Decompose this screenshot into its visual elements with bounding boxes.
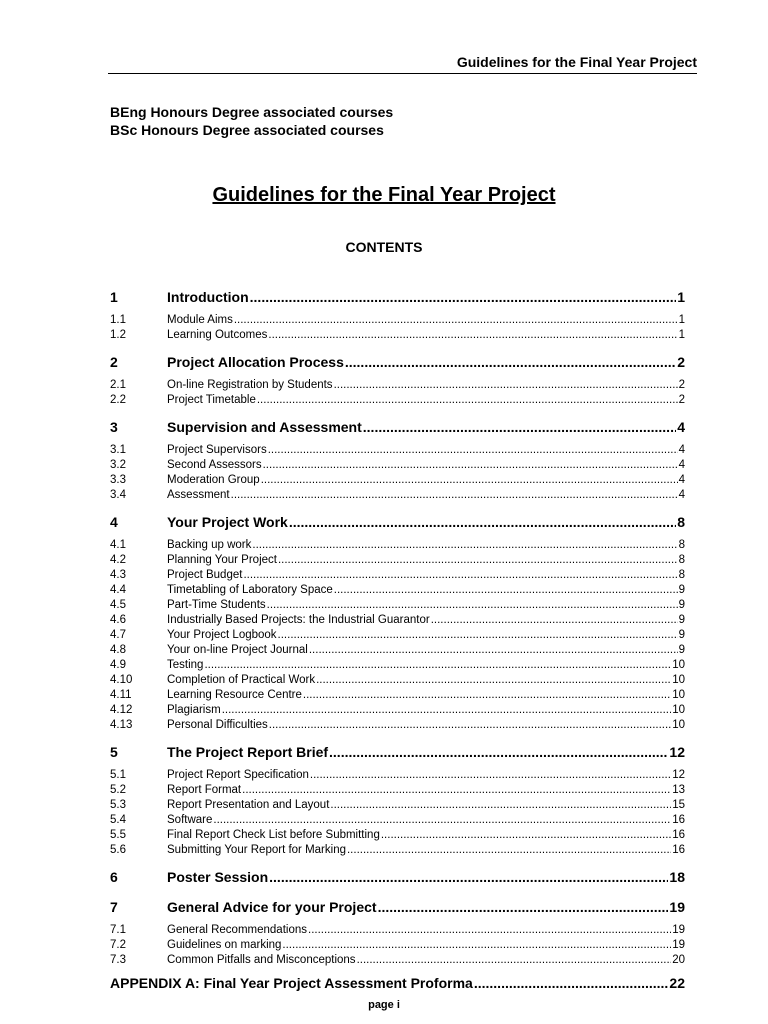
toc-entry-number: 3.3 [110, 474, 126, 486]
toc-entry-title: Timetabling of Laboratory Space [167, 584, 333, 596]
toc-entry-number: 5.1 [110, 769, 126, 781]
toc-entry-title: Completion of Practical Work [167, 674, 316, 686]
toc-entry-number: 5.4 [110, 814, 126, 826]
toc-entry-page: 20 [672, 954, 685, 966]
toc-entry-title: Your Project Logbook [167, 629, 277, 641]
dot-leader [263, 458, 678, 473]
toc-entry-title: Part-Time Students [167, 599, 266, 611]
toc-entry-page: 2 [678, 394, 685, 406]
toc-entry-number: 1 [110, 289, 118, 305]
toc-subsection-2-1[interactable] [110, 378, 685, 393]
toc-entry-title: Module Aims [167, 314, 233, 326]
toc-entry-page: 16 [672, 814, 685, 826]
toc-appendix-a[interactable] [110, 972, 685, 994]
toc-entry-title: Project Allocation Process [167, 354, 344, 370]
toc-subsection-5-3[interactable] [110, 798, 685, 813]
toc-entry-page: 9 [678, 629, 685, 641]
dot-leader [257, 393, 678, 408]
dot-leader [278, 553, 678, 568]
toc-section-1[interactable] [110, 286, 685, 308]
toc-subsection-2-2[interactable] [110, 393, 685, 408]
toc-entry-page: 12 [672, 769, 685, 781]
toc-section-5[interactable] [110, 741, 685, 763]
toc-entry-page: 18 [669, 869, 685, 885]
toc-subsection-4-5[interactable] [110, 598, 685, 613]
document-title-block [0, 184, 768, 207]
toc-entry-title: Second Assessors [167, 459, 262, 471]
toc-entry-title: General Recommendations [167, 924, 307, 936]
toc-entry-title: Submitting Your Report for Marking [167, 844, 346, 856]
toc-subsection-5-5[interactable] [110, 828, 685, 843]
subtitle-beng: BEng Honours Degree associated courses [110, 104, 394, 120]
dot-leader [261, 473, 678, 488]
dot-leader [308, 923, 671, 938]
contents-heading: CONTENTS [345, 239, 423, 255]
toc-entry-number: 3 [110, 419, 118, 435]
toc-entry-title: Project Timetable [167, 394, 256, 406]
toc-entry-page: 12 [669, 744, 685, 760]
dot-leader [310, 768, 671, 783]
dot-leader [345, 351, 676, 373]
toc-entry-number: 5.5 [110, 829, 126, 841]
dot-leader [347, 843, 671, 858]
toc-subsection-3-4[interactable] [110, 488, 685, 503]
dot-leader [334, 378, 678, 393]
toc-entry-number: 4.3 [110, 569, 126, 581]
toc-subsection-4-11[interactable] [110, 688, 685, 703]
dot-leader [267, 598, 678, 613]
toc-entry-number: 4.8 [110, 644, 126, 656]
toc-entry-page: 9 [678, 644, 685, 656]
dot-leader [309, 643, 678, 658]
toc-entry-title: Your on-line Project Journal [167, 644, 308, 656]
toc-entry-page: 9 [678, 614, 685, 626]
toc-entry-number: 4.5 [110, 599, 126, 611]
toc-entry-title: Final Report Check List before Submitting [167, 829, 380, 841]
toc-entry-title: Project Report Specification [167, 769, 309, 781]
toc-entry-title: Moderation Group [167, 474, 260, 486]
toc-subsection-5-6[interactable] [110, 843, 685, 858]
toc-entry-title: Backing up work [167, 539, 252, 551]
toc-entry-page: 4 [678, 489, 685, 501]
toc-entry-page: 2 [677, 354, 685, 370]
course-subtitles [110, 103, 393, 139]
dot-leader [234, 313, 678, 328]
dot-leader [269, 866, 668, 888]
toc-section-2[interactable] [110, 351, 685, 373]
toc-subsection-5-1[interactable] [110, 768, 685, 783]
toc-subsection-3-3[interactable] [110, 473, 685, 488]
toc-entry-number: 2 [110, 354, 118, 370]
toc-entry-page: 16 [672, 844, 685, 856]
toc-entry-number: 4.12 [110, 704, 133, 716]
dot-leader [222, 703, 672, 718]
toc-entry-number: 3.2 [110, 459, 126, 471]
dot-leader [474, 972, 669, 994]
toc-entry-page: 2 [678, 379, 685, 391]
toc-subsection-4-10[interactable] [110, 673, 685, 688]
toc-appendix-title: APPENDIX A: Final Year Project Assessment Proforma [110, 975, 473, 991]
toc-entry-title: Poster Session [167, 869, 269, 885]
toc-entry-page: 1 [678, 329, 685, 341]
toc-entry-number: 4 [110, 514, 118, 530]
toc-entry-page: 4 [678, 459, 685, 471]
toc-entry-number: 5.3 [110, 799, 126, 811]
dot-leader [289, 511, 676, 533]
toc-subsection-4-6[interactable] [110, 613, 685, 628]
dot-leader [330, 798, 671, 813]
toc-entry-number: 4.13 [110, 719, 133, 731]
dot-leader [381, 828, 671, 843]
toc-subsection-4-12[interactable] [110, 703, 685, 718]
dot-leader [363, 416, 676, 438]
toc-entry-page: 19 [669, 899, 685, 915]
toc-subsection-4-7[interactable] [110, 628, 685, 643]
toc-entry-title: Industrially Based Projects: the Industrial Guarantor [167, 614, 430, 626]
toc-subsection-4-3[interactable] [110, 568, 685, 583]
toc-entry-page: 9 [678, 584, 685, 596]
toc-entry-page: 13 [672, 784, 685, 796]
toc-entry-page: 19 [672, 924, 685, 936]
toc-entry-page: 15 [672, 799, 685, 811]
toc-entry-number: 7.3 [110, 954, 126, 966]
dot-leader [252, 538, 677, 553]
toc-entry-number: 4.11 [110, 689, 132, 701]
toc-entry-title: Learning Outcomes [167, 329, 268, 341]
toc-subsection-4-13[interactable] [110, 718, 685, 733]
toc-entry-number: 4.9 [110, 659, 126, 671]
toc-entry-page: 1 [678, 314, 685, 326]
toc-entry-title: Assessment [167, 489, 230, 501]
toc-entry-page: 10 [672, 719, 685, 731]
toc-entry-number: 5 [110, 744, 118, 760]
toc-entry-title: Project Budget [167, 569, 243, 581]
page-number-footer: page i [368, 999, 400, 1011]
dot-leader [213, 813, 671, 828]
toc-entry-title: Guidelines on marking [167, 939, 282, 951]
toc-entry-number: 7.1 [110, 924, 126, 936]
toc-entry-number: 3.4 [110, 489, 126, 501]
toc-entry-page: 10 [672, 674, 685, 686]
toc-entry-title: Planning Your Project [167, 554, 277, 566]
toc-entry-title: Report Presentation and Layout [167, 799, 330, 811]
dot-leader [269, 718, 671, 733]
toc-entry-number: 4.4 [110, 584, 126, 596]
dot-leader [357, 953, 672, 968]
toc-entry-number: 4.1 [110, 539, 126, 551]
dot-leader [268, 443, 678, 458]
toc-entry-page: 8 [678, 539, 685, 551]
toc-entry-page: 4 [678, 444, 685, 456]
toc-entry-title: Project Supervisors [167, 444, 267, 456]
toc-entry-number: 4.2 [110, 554, 126, 566]
dot-leader [303, 688, 671, 703]
toc-entry-page: 1 [677, 289, 685, 305]
toc-entry-title: The Project Report Brief [167, 744, 329, 760]
dot-leader [204, 658, 671, 673]
toc-subsection-7-2[interactable] [110, 938, 685, 953]
toc-entry-page: 4 [677, 419, 685, 435]
dot-leader [431, 613, 678, 628]
toc-entry-title: Your Project Work [167, 514, 288, 530]
toc-entry-page: 10 [672, 659, 685, 671]
toc-entry-number: 2.1 [110, 379, 126, 391]
dot-leader [268, 328, 677, 343]
toc-entry-page: 19 [672, 939, 685, 951]
dot-leader [278, 628, 678, 643]
toc-subsection-1-1[interactable] [110, 313, 685, 328]
toc-section-7[interactable] [110, 896, 685, 918]
toc-subsection-4-2[interactable] [110, 553, 685, 568]
toc-entry-number: 3.1 [110, 444, 126, 456]
toc-subsection-3-1[interactable] [110, 443, 685, 458]
toc-entry-number: 5.2 [110, 784, 126, 796]
toc-entry-title: Testing [167, 659, 204, 671]
document-title: Guidelines for the Final Year Project [212, 184, 556, 206]
toc-entry-number: 7.2 [110, 939, 126, 951]
dot-leader [334, 583, 678, 598]
toc-entry-page: 8 [677, 514, 685, 530]
toc-appendix-page: 22 [669, 975, 685, 991]
toc-section-3[interactable] [110, 416, 685, 438]
toc-subsection-4-8[interactable] [110, 643, 685, 658]
dot-leader [329, 741, 668, 763]
table-of-contents [110, 286, 685, 994]
toc-entry-number: 1.1 [110, 314, 126, 326]
toc-section-4[interactable] [110, 511, 685, 533]
toc-subsection-5-2[interactable] [110, 783, 685, 798]
toc-entry-number: 6 [110, 869, 118, 885]
dot-leader [231, 488, 678, 503]
toc-entry-page: 9 [678, 599, 685, 611]
toc-entry-title: Learning Resource Centre [167, 689, 302, 701]
toc-entry-number: 5.6 [110, 844, 126, 856]
toc-entry-title: Plagiarism [167, 704, 221, 716]
toc-entry-title: General Advice for your Project [167, 899, 377, 915]
toc-entry-number: 4.10 [110, 674, 133, 686]
toc-subsection-7-3[interactable] [110, 953, 685, 968]
subtitle-bsc: BSc Honours Degree associated courses [110, 122, 384, 138]
toc-subsection-1-2[interactable] [110, 328, 685, 343]
toc-subsection-4-1[interactable] [110, 538, 685, 553]
dot-leader [250, 286, 677, 308]
toc-entry-number: 4.7 [110, 629, 126, 641]
toc-entry-title: Report Format [167, 784, 242, 796]
toc-subsection-3-2[interactable] [110, 458, 685, 473]
toc-entry-page: 8 [678, 554, 685, 566]
toc-subsection-4-9[interactable] [110, 658, 685, 673]
toc-entry-number: 1.2 [110, 329, 126, 341]
toc-entry-number: 7 [110, 899, 118, 915]
toc-entry-title: Personal Difficulties [167, 719, 268, 731]
dot-leader [316, 673, 671, 688]
toc-entry-page: 8 [678, 569, 685, 581]
running-header: Guidelines for the Final Year Project [108, 54, 697, 74]
toc-entry-number: 2.2 [110, 394, 126, 406]
toc-entry-title: Introduction [167, 289, 249, 305]
toc-entry-page: 4 [678, 474, 685, 486]
toc-section-6[interactable] [110, 866, 685, 888]
toc-subsection-4-4[interactable] [110, 583, 685, 598]
toc-subsection-7-1[interactable] [110, 923, 685, 938]
dot-leader [378, 896, 669, 918]
toc-entry-title: Software [167, 814, 213, 826]
dot-leader [282, 938, 671, 953]
toc-subsection-5-4[interactable] [110, 813, 685, 828]
toc-entry-page: 10 [672, 689, 685, 701]
toc-entry-title: Supervision and Assessment [167, 419, 362, 435]
toc-entry-page: 10 [672, 704, 685, 716]
toc-entry-page: 16 [672, 829, 685, 841]
dot-leader [242, 783, 671, 798]
toc-entry-number: 4.6 [110, 614, 126, 626]
toc-entry-title: On-line Registration by Students [167, 379, 333, 391]
toc-entry-title: Common Pitfalls and Misconceptions [167, 954, 356, 966]
dot-leader [243, 568, 677, 583]
